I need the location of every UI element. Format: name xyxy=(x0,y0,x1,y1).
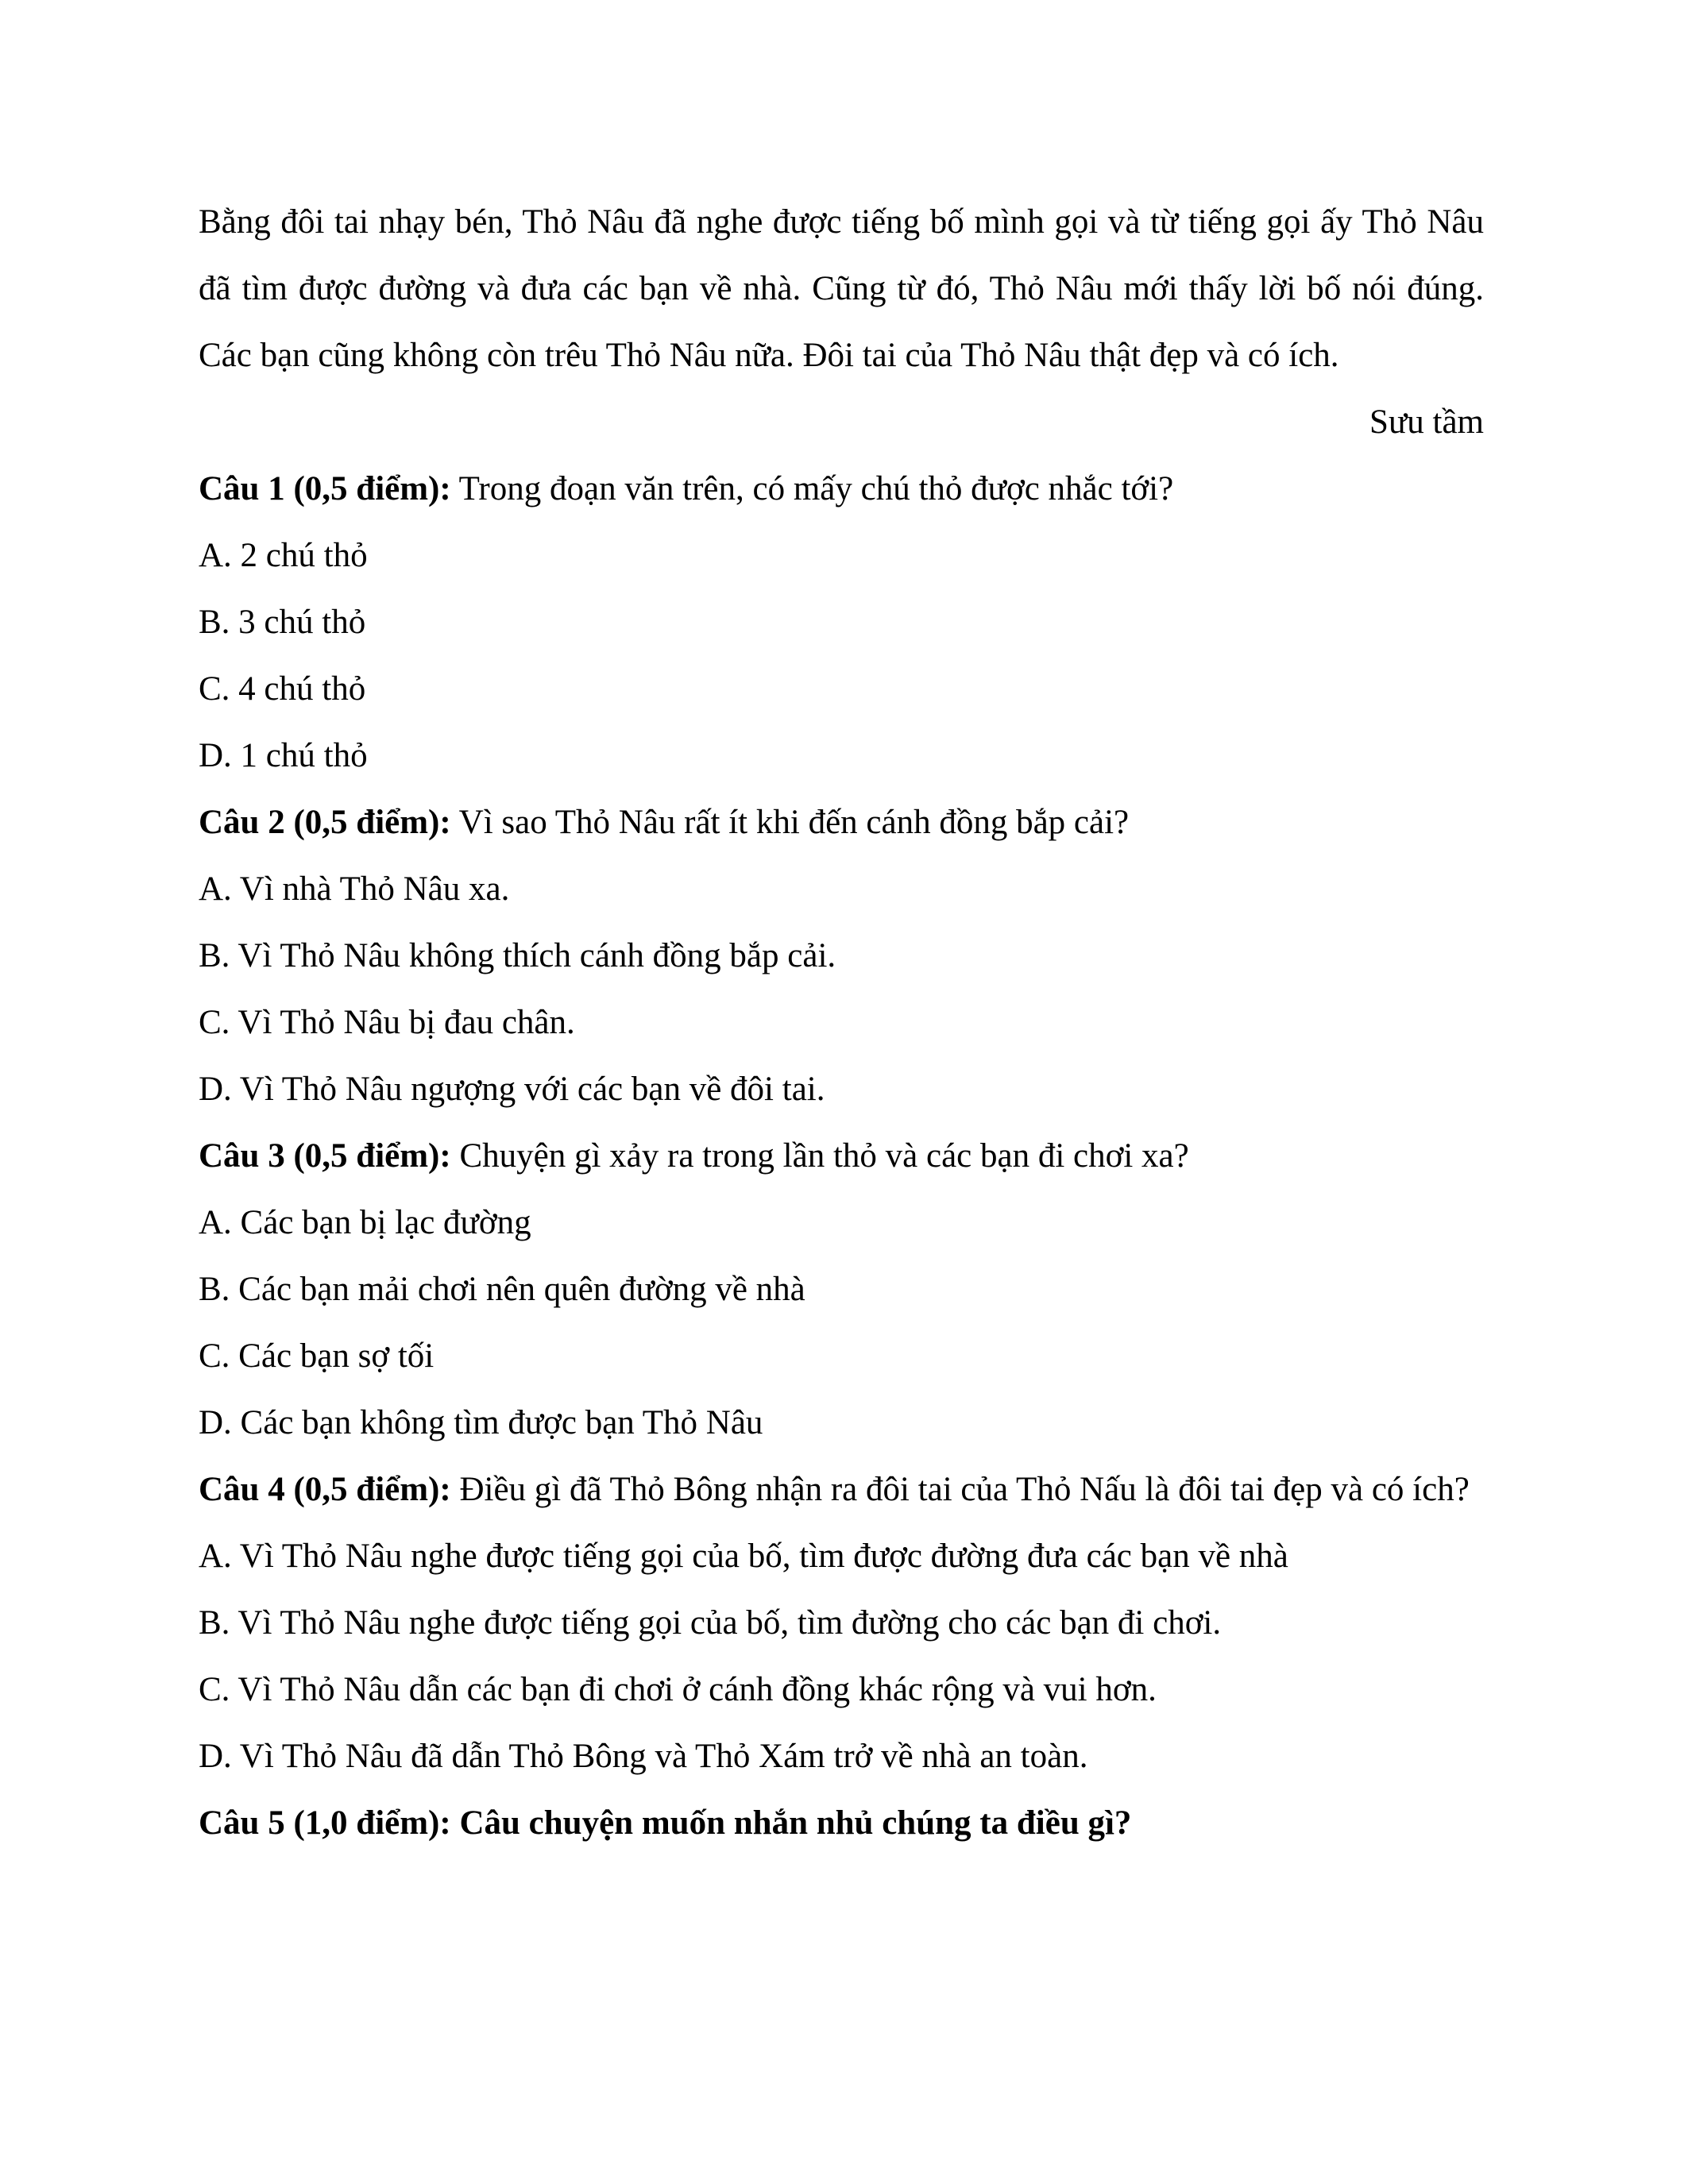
passage-paragraph: Bằng đôi tai nhạy bén, Thỏ Nâu đã nghe được tiếng bố mình gọi và từ tiếng gọi ấy Thỏ Nâu đã tìm được đường và đưa các bạn về nhà. Cũng từ đó, Thỏ Nâu mới thấy lời bố nói đúng. Các bạn cũng không còn trêu Thỏ Nâu nữa. Đôi tai của Thỏ Nâu thật đẹp và có ích. xyxy=(199,203,1484,374)
page-content xyxy=(199,189,1484,1857)
question-1-option-d: D. 1 chú thỏ xyxy=(199,737,368,774)
question-2-label: Câu 2 (0,5 điểm): xyxy=(199,804,451,841)
question-4-text: Điều gì đã Thỏ Bông nhận ra đôi tai của Thỏ Nấu là đôi tai đẹp và có ích? xyxy=(450,1471,1470,1508)
source-credit: Sưu tầm xyxy=(1369,403,1484,441)
question-1-option-c: C. 4 chú thỏ xyxy=(199,670,366,708)
question-3-option-b: B. Các bạn mải chơi nên quên đường về nhà xyxy=(199,1271,805,1308)
question-4-option-a: A. Vì Thỏ Nâu nghe được tiếng gọi của bố, tìm được đường đưa các bạn về nhà xyxy=(199,1538,1288,1575)
question-4-label: Câu 4 (0,5 điểm): xyxy=(199,1471,451,1508)
question-3-option-d: D. Các bạn không tìm được bạn Thỏ Nâu xyxy=(199,1404,763,1441)
question-4-option-c: C. Vì Thỏ Nâu dẫn các bạn đi chơi ở cánh đồng khác rộng và vui hơn. xyxy=(199,1671,1157,1708)
question-2-option-b: B. Vì Thỏ Nâu không thích cánh đồng bắp cải. xyxy=(199,937,836,974)
question-1-text: Trong đoạn văn trên, có mấy chú thỏ được nhắc tới? xyxy=(450,470,1174,507)
question-4-option-b: B. Vì Thỏ Nâu nghe được tiếng gọi của bố, tìm đường cho các bạn đi chơi. xyxy=(199,1604,1222,1642)
question-1-option-b: B. 3 chú thỏ xyxy=(199,604,366,641)
question-5 xyxy=(199,1790,1484,1857)
question-5-label: Câu 5 (1,0 điểm): xyxy=(199,1804,451,1842)
question-3-label: Câu 3 (0,5 điểm): xyxy=(199,1137,451,1175)
question-2-option-a: A. Vì nhà Thỏ Nâu xa. xyxy=(199,870,510,908)
question-1-option-a: A. 2 chú thỏ xyxy=(199,537,368,574)
question-2-option-c: C. Vì Thỏ Nâu bị đau chân. xyxy=(199,1004,575,1041)
question-2-option-d: D. Vì Thỏ Nâu ngượng với các bạn về đôi tai. xyxy=(199,1071,825,1108)
question-3-text: Chuyện gì xảy ra trong lần thỏ và các bạn đi chơi xa? xyxy=(450,1137,1189,1175)
question-4-option-d: D. Vì Thỏ Nâu đã dẫn Thỏ Bông và Thỏ Xám trở về nhà an toàn. xyxy=(199,1738,1088,1775)
question-2 xyxy=(199,789,1484,856)
question-3 xyxy=(199,1123,1484,1190)
question-4 xyxy=(199,1457,1484,1523)
question-1-label: Câu 1 (0,5 điểm): xyxy=(199,470,451,507)
question-3-option-a: A. Các bạn bị lạc đường xyxy=(199,1204,531,1241)
question-5-text: Câu chuyện muốn nhắn nhủ chúng ta điều gì? xyxy=(450,1804,1132,1842)
question-2-text: Vì sao Thỏ Nâu rất ít khi đến cánh đồng bắp cải? xyxy=(450,804,1130,841)
question-3-option-c: C. Các bạn sợ tối xyxy=(199,1337,435,1375)
question-1 xyxy=(199,456,1484,523)
